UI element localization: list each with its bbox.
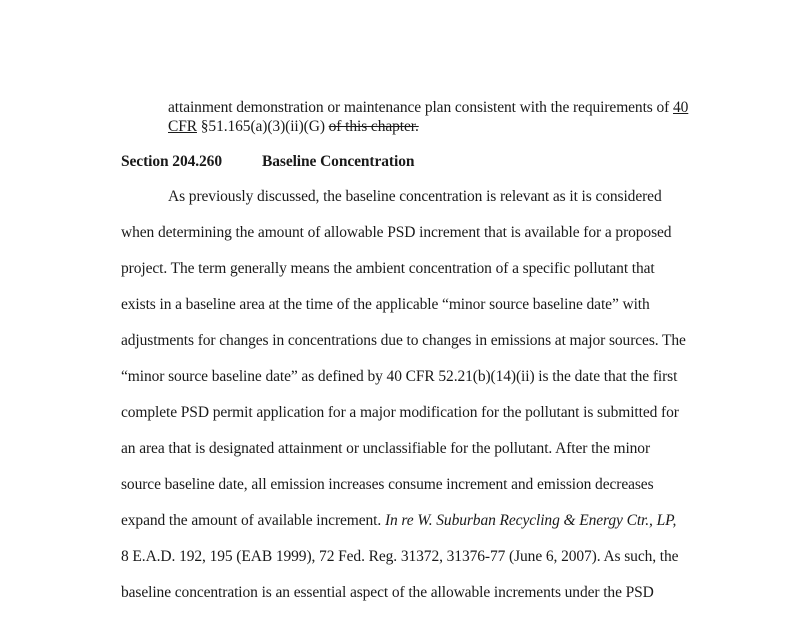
body-line-2: when determining the amount of allowable PSD increment that is available for a proposed	[121, 224, 672, 241]
carryover-text: attainment demonstration or maintenance plan consistent with the requirements of	[168, 99, 673, 116]
cfr-link-part-1: 40	[672, 99, 689, 116]
body-line-11: 8 E.A.D. 192, 195 (EAB 1999), 72 Fed. Reg. 31372, 31376-77 (June 6, 2007). As such, the	[121, 548, 679, 565]
section-title: Baseline Concentration	[262, 153, 415, 170]
body-line-9: source baseline date, all emission increases consume increment and emission decreases	[121, 476, 654, 493]
body-line-4: exists in a baseline area at the time of the applicable “minor source baseline date” with	[121, 296, 650, 313]
body-line-3: project. The term generally means the ambient concentration of a specific pollutant that	[121, 260, 655, 277]
body-line-6: “minor source baseline date” as defined by 40 CFR 52.21(b)(14)(ii) is the date that the first	[121, 368, 678, 385]
body-line-12: baseline concentration is an essential aspect of the allowable increments under the PSD	[121, 584, 654, 601]
body-line-7: complete PSD permit application for a major modification for the pollutant is submitted for	[121, 404, 679, 421]
body-line-1: As previously discussed, the baseline concentration is relevant as it is considered	[168, 188, 662, 205]
cfr-citation: §51.165(a)(3)(ii)(G)	[197, 118, 329, 135]
body-line-10-text: expand the amount of available increment.	[121, 512, 385, 529]
body-line-5: adjustments for changes in concentrations due to changes in emissions at major sources. The	[121, 332, 686, 349]
body-line-10	[121, 512, 676, 530]
carryover-line-1	[168, 99, 688, 117]
body-line-8: an area that is designated attainment or unclassifiable for the pollutant. After the minor	[121, 440, 651, 457]
struck-text: of this chapter.	[328, 118, 419, 135]
section-number: Section 204.260	[121, 153, 222, 170]
case-citation: In re W. Suburban Recycling & Energy Ctr., LP,	[384, 512, 677, 529]
cfr-link-part-2: CFR	[168, 118, 197, 135]
carryover-line-2	[168, 118, 419, 136]
